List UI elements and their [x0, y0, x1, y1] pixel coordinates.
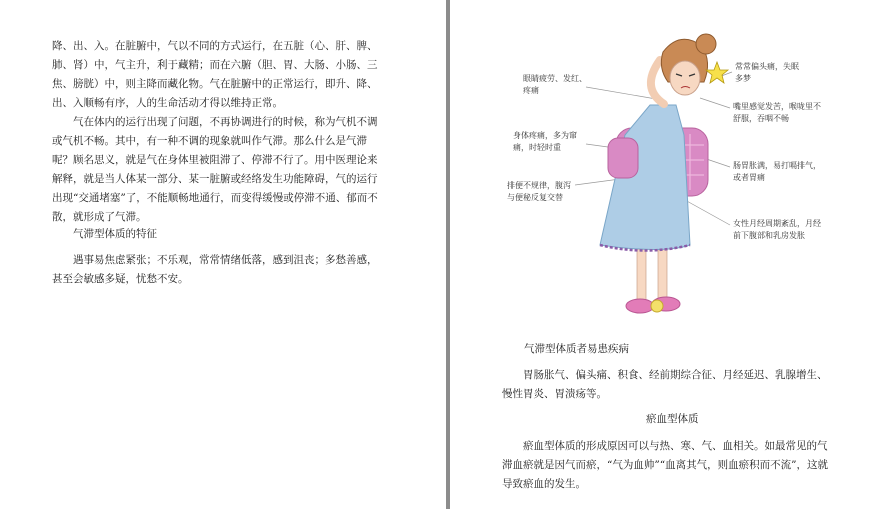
- star-icon: [706, 62, 728, 83]
- slippers-icon: [626, 297, 680, 313]
- text-line: 散，就形成了气滞。: [52, 211, 147, 223]
- face: [670, 61, 700, 95]
- text-line: 瘀血型体质的形成原因可以与热、寒、气、血相关。如最常见的气: [523, 440, 828, 452]
- legs: [637, 245, 667, 300]
- text-line: 慢性胃炎、胃溃疡等。: [502, 388, 607, 400]
- callout-eyes: 眼睛疲劳、发红、 疼痛: [523, 74, 587, 95]
- text-line: 焦、膀胱）中，则主降而藏化物。气在脏腑中的正常运行，即升、降、: [52, 78, 378, 90]
- figure-caption: 气滞型体质者易患疾病: [524, 343, 629, 355]
- pillow-edge: [608, 138, 638, 178]
- text-line: 气在体内的运行出现了问题，不再协调进行的时候，称为气机不调: [73, 116, 378, 128]
- dress: [600, 105, 690, 251]
- text-line: 肺、肾）中，气主升，利于藏精；而在六腑（胆、胃、大肠、小肠、三: [52, 59, 378, 71]
- text-line: 解释，就是当人体某一部分、某一脏腑或经络发生功能障碍，气的运行: [52, 173, 378, 185]
- text-line: 导致瘀血的发生。: [502, 478, 586, 490]
- text-line: 胃肠胀气、偏头痛、积食、经前期综合征、月经延迟、乳腺增生、: [523, 369, 828, 381]
- section-heading: 瘀血型体质: [646, 413, 699, 425]
- callout-menses: 女性月经周期紊乱，月经 前下腹部和乳房发胀: [733, 219, 821, 240]
- text-line: 呢？顾名思义，就是气在身体里被阻滞了、停滞不行了。用中医理论来: [52, 154, 378, 166]
- callout-head: 常常偏头痛，失眠 多梦: [735, 62, 799, 83]
- text-line: 降、出、入。在脏腑中，气以不同的方式运行，在五脏（心、肝、脾、: [52, 40, 378, 52]
- text-line: 或气机不畅。其中，有一种不调的现象就叫作气滞。那么什么是气滞: [52, 135, 367, 147]
- text-line: 甚至会敏感多疑，忧愁不安。: [52, 273, 189, 285]
- text-line: 出现“交通堵塞”了，不能顺畅地通行，而变得缓慢或停滞不通、郁而不: [52, 192, 378, 204]
- callout-body: 身体疼痛，多为窜 痛，时轻时重: [513, 131, 577, 152]
- section-heading: 气滞型体质的特征: [73, 228, 157, 240]
- callout-bowel: 排便不规律，腹泻 与便秘反复交替: [507, 181, 571, 202]
- text-line: 遇事易焦虑紧张；不乐观，常常情绪低落，感到沮丧；多愁善感，: [73, 254, 378, 266]
- callout-mouth: 嘴里感觉发苦，喉咙里不 舒服，吞咽不畅: [733, 102, 821, 123]
- callout-stomach: 肠胃胀满，易打嗝排气， 或者胃痛: [733, 161, 821, 182]
- text-line: 出、入顺畅有序，人的生命活动才得以维持正常。: [52, 97, 283, 109]
- text-line: 滞血瘀就是因气而瘀，“气为血帅”“血离其气，则血瘀积而不流”，这就: [502, 459, 828, 471]
